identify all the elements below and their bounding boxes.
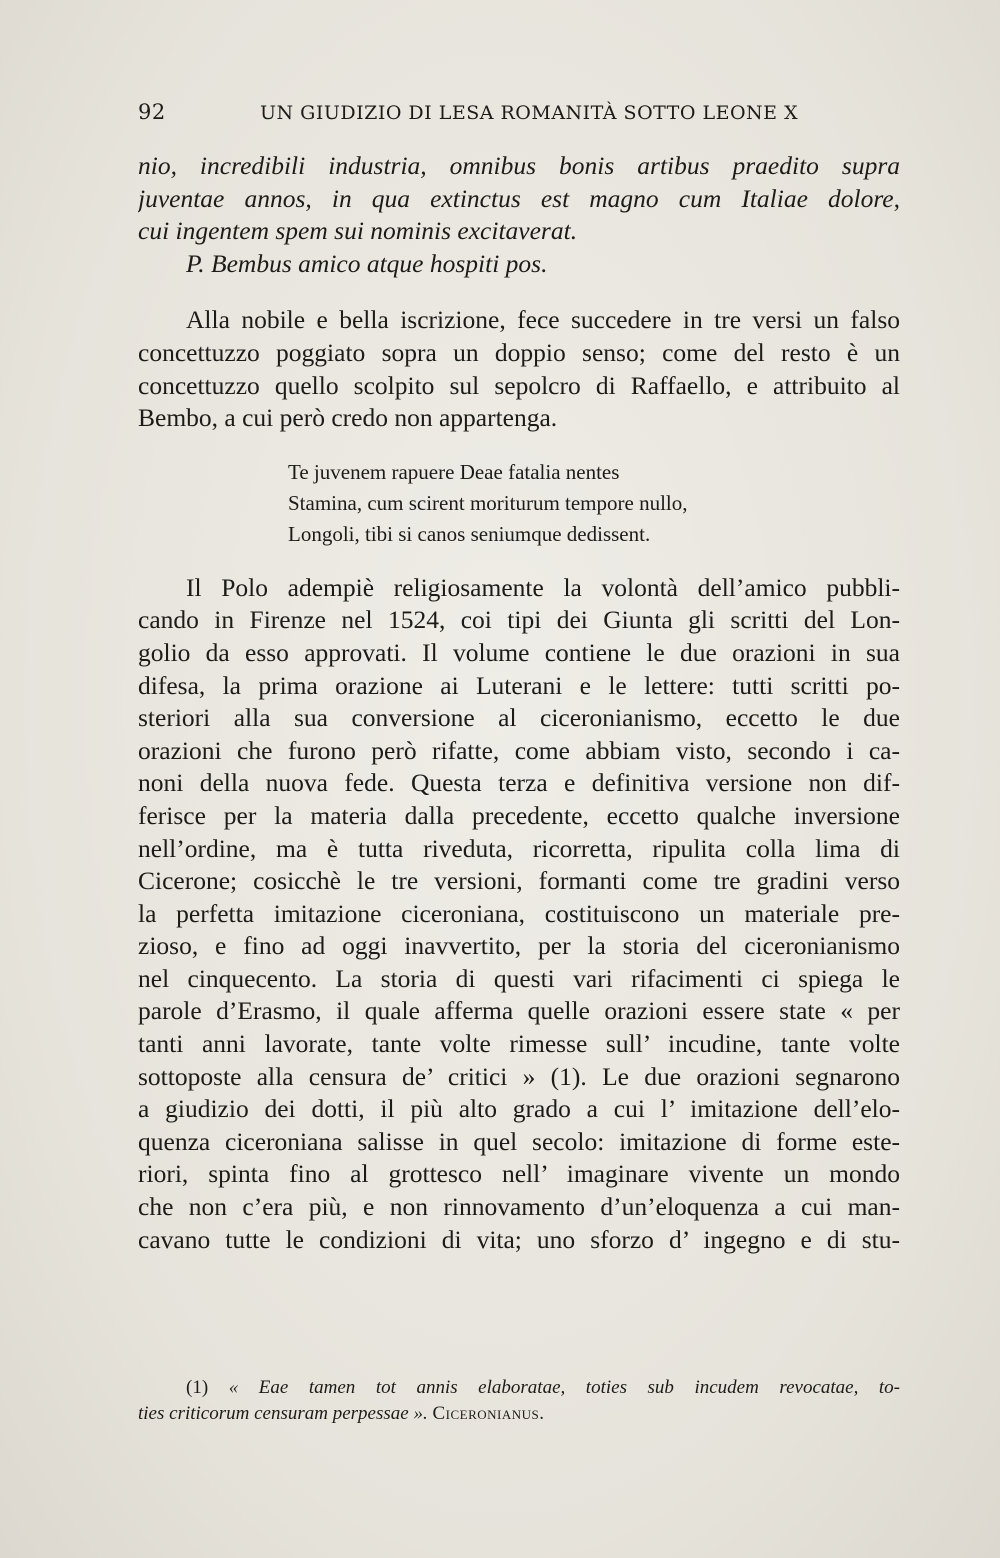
text-line: riori, spinta fino al grottesco nell’ imaginare vivente un mondo xyxy=(138,1159,900,1189)
text-line: Alla nobile e bella iscrizione, fece succedere in tre versi un falso xyxy=(186,305,900,335)
text-line: concettuzzo poggiato sopra un doppio senso; come del resto è un xyxy=(138,337,900,367)
text-line: orazioni che furono però rifatte, come abbiam visto, secondo i ca- xyxy=(138,735,900,765)
text-line: cavano tutte le condizioni di vita; uno sforzo d’ ingegno e di stu- xyxy=(138,1224,900,1254)
text-line: ferisce per la materia dalla precedente, eccetto qualche inversione xyxy=(138,800,900,830)
text-line: tanti anni lavorate, tante volte rimesse sull’ incudine, tante volte xyxy=(138,1029,900,1059)
footnote-quote-start: « Eae tamen tot annis elaboratae, toties sub incudem revocatae, to- xyxy=(228,1377,900,1398)
footnote-marker: (1) xyxy=(186,1377,209,1398)
epitaph-line: nio, incredibili industria, omnibus bonis artibus praedito supra xyxy=(138,151,900,180)
verse-block xyxy=(138,457,900,550)
text-line: Cicerone; cosicchè le tre versioni, formanti come tre gradini verso xyxy=(138,866,900,896)
verse-line: Longoli, tibi si canos seniumque dedissent. xyxy=(288,521,651,546)
text-line: nel cinquecento. La storia di questi vari rifacimenti ci spiega le xyxy=(138,963,900,993)
footnote-line-1 xyxy=(138,1375,900,1401)
text-line: quenza ciceroniana salisse in quel secolo: imitazione di forme este- xyxy=(138,1126,900,1156)
text-line: difesa, la prima orazione ai Luterani e le lettere: tutti scritti po- xyxy=(138,670,900,700)
text-line: Bembo, a cui però credo non appartenga. xyxy=(138,403,558,433)
text-line: steriori alla sua conversione al ciceronianismo, eccetto le due xyxy=(138,703,900,733)
text-line: noni della nuova fede. Questa terza e definitiva versione non dif- xyxy=(138,768,900,798)
epitaph-signature: P. Bembus amico atque hospiti pos. xyxy=(186,248,548,278)
running-title: UN GIUDIZIO DI LESA ROMANITÀ SOTTO LEONE X xyxy=(260,102,799,124)
footnote-line-2 xyxy=(138,1401,900,1427)
text-line: zioso, e fino ad oggi inavvertito, per la storia del ciceronianismo xyxy=(138,931,900,961)
page-number: 92 xyxy=(138,100,166,124)
footnote-quote-end: ties criticorum censuram perpessae ». xyxy=(138,1403,428,1424)
text-line: concettuzzo quello scolpito sul sepolcro di Raffaello, e attribuito al xyxy=(138,370,900,400)
text-line: a giudizio dei dotti, il più alto grado a cui l’ imitazione dell’elo- xyxy=(138,1094,900,1124)
paragraph-1 xyxy=(138,304,900,434)
paragraph-2 xyxy=(138,572,900,1256)
text-line: che non c’era più, e non rinnovamento d’un’eloquenza a cui man- xyxy=(138,1192,900,1222)
footnote-source: Ciceronianus. xyxy=(432,1403,545,1424)
footnote-block xyxy=(138,1375,900,1427)
text-line: nell’ordine, ma è tutta riveduta, ricorretta, ripulita colla lima di xyxy=(138,833,900,863)
text-line: sottoposte alla censura de’ critici » (1). Le due orazioni segnarono xyxy=(138,1061,900,1091)
text-line: parole d’Erasmo, il quale afferma quelle orazioni essere state « per xyxy=(138,996,900,1026)
text-line: cando in Firenze nel 1524, coi tipi dei Giunta gli scritti del Lon- xyxy=(138,605,900,635)
text-line: la perfetta imitazione ciceroniana, costituiscono un materiale pre- xyxy=(138,898,900,928)
epitaph-block xyxy=(138,150,900,280)
page-body xyxy=(138,150,900,1256)
text-line: Il Polo adempiè religiosamente la volontà dell’amico pubbli- xyxy=(186,572,900,602)
verse-line: Te juvenem rapuere Deae fatalia nentes xyxy=(288,459,620,484)
text-line: golio da esso approvati. Il volume contiene le due orazioni in sua xyxy=(138,637,900,667)
epitaph-line: cui ingentem spem sui nominis excitaverat. xyxy=(138,216,578,246)
epitaph-line: juventae annos, in qua extinctus est magno cum Italiae dolore, xyxy=(138,183,900,213)
verse-line: Stamina, cum scirent moriturum tempore nullo, xyxy=(288,490,688,515)
